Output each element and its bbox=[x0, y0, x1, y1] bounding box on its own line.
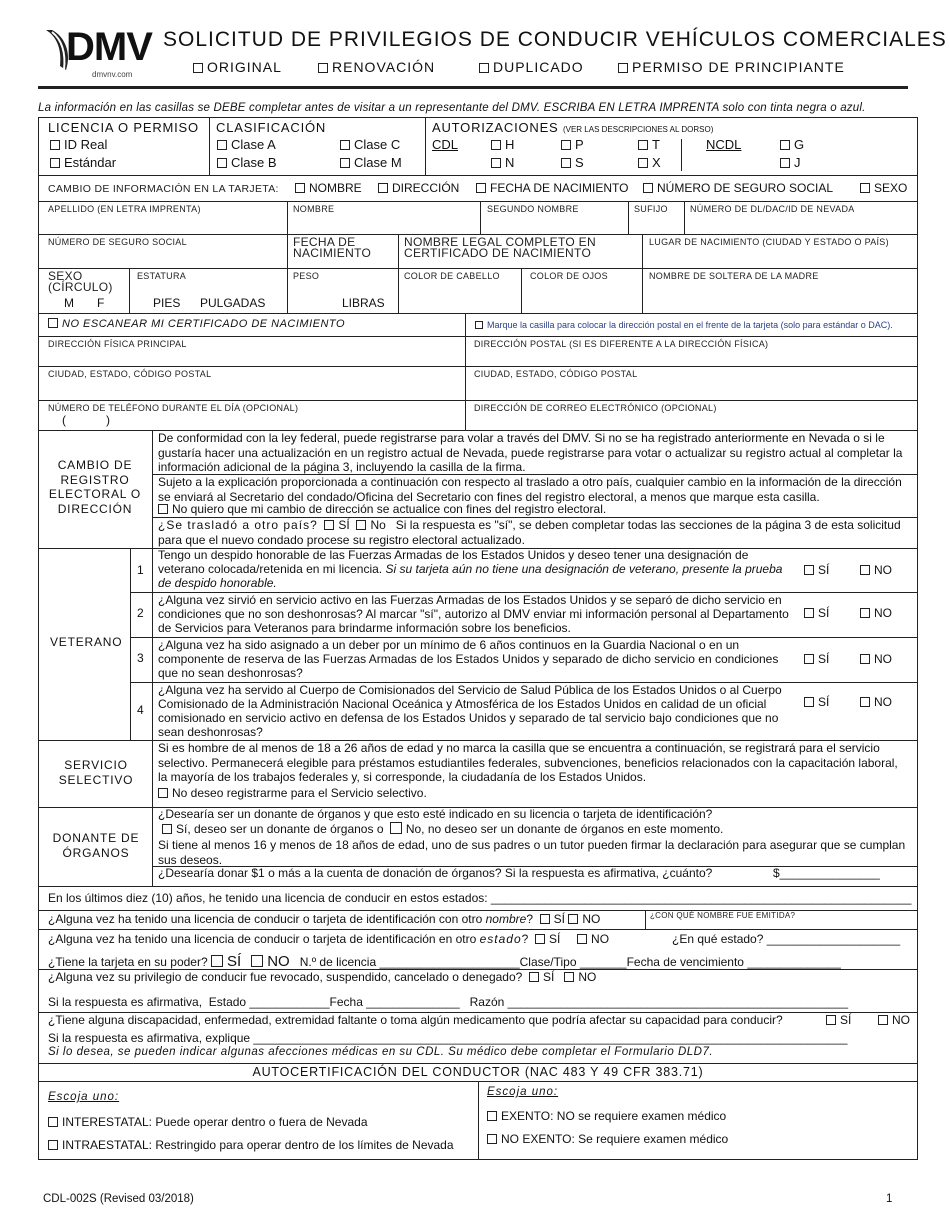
endorse-h[interactable]: H bbox=[491, 138, 514, 153]
form-title: SOLICITUD DE PRIVILEGIOS DE CONDUCIR VEHÍCULOS COMERCIALES bbox=[163, 28, 947, 51]
pulgadas-label[interactable]: PULGADAS bbox=[200, 296, 266, 310]
licencia-label: LICENCIA O PERMISO bbox=[48, 120, 199, 135]
discapacidad-q: ¿Tiene alguna discapacidad, enfermedad, extremidad faltante o toma algún medicamento que podría afectar su capacidad para conducir? bbox=[48, 1013, 783, 1027]
segundo-nombre-field[interactable]: SEGUNDO NOMBRE bbox=[487, 204, 579, 214]
vet-3-text: ¿Alguna vez ha sido asignado a un deber por un mínimo de 6 años continuos en la Guardia Nacional o en un componente de reserva de las Fuerzas Armadas de los Estados Unidos y separado de dicho servicio en condiciones que no sean deshonrosas? bbox=[158, 638, 779, 680]
intraestatal-check[interactable]: INTRAESTATAL: Restringido para operar dentro de los límites de Nevada bbox=[48, 1139, 454, 1153]
vet-1-text: Tengo un despido honorable de las Fuerzas Armadas de los Estados Unidos y deseo tener una designación de veterano colocada/retenida en mi licencia. Si su tarjeta aún no tiene una designación de veterano, presente la prueba de despido honorable. bbox=[158, 548, 783, 590]
organos-dollar-field[interactable]: $_______________ bbox=[773, 866, 880, 880]
ncdl-label: NCDL bbox=[706, 137, 742, 152]
vet-2-si[interactable]: SÍ bbox=[804, 607, 829, 621]
correo-field[interactable]: DIRECCIÓN DE CORREO ELECTRÓNICO (OPCIONAL) bbox=[474, 403, 717, 413]
organos-donate: ¿Desearía donar $1 o más a la cuenta de donación de órganos? Si la respuesta es afirmativa, ¿cuánto? bbox=[158, 866, 713, 880]
pies-label[interactable]: PIES bbox=[153, 296, 181, 310]
logo-subtext: dmvnv.com bbox=[92, 70, 133, 79]
postal-frente-check[interactable]: Marque la casilla para colocar la dirección postal en el frente de la tarjeta (solo para estándar o DAC). bbox=[475, 320, 893, 330]
dmv-logo bbox=[42, 26, 162, 82]
apellido-field[interactable]: APELLIDO (EN LETRA IMPRENTA) bbox=[48, 204, 201, 214]
exento-check[interactable]: EXENTO: NO se requiere examen médico bbox=[487, 1110, 726, 1124]
traslado-si-check[interactable] bbox=[324, 520, 334, 530]
selectivo-text: Si es hombre de al menos de 18 a 26 años de edad y no marca la casilla que se encuentra a continuación, se registrará para el servicio selectivo. Permanecerá elegible para préstamos estudiantiles federales, subvenciones, beneficios relacionados con la capacitación laboral, la mayoría de los trabajos federales y, si corresponde, la ciudadanía de los Estados Unidos. bbox=[158, 741, 898, 784]
revocado-si[interactable] bbox=[529, 972, 539, 982]
cdl-medical-note: Si lo desea, se pueden indicar algunas afecciones médicas en su CDL. Su médico debe completar el Formulario DLD7. bbox=[48, 1046, 714, 1058]
selectivo-label: SERVICIO SELECTIVO bbox=[58, 758, 134, 787]
form-id: CDL-002S (Revised 03/2018) bbox=[43, 1193, 194, 1205]
clase-b[interactable]: Clase B bbox=[217, 156, 277, 171]
nombre-legal-field[interactable]: NOMBRE LEGAL COMPLETO EN CERTIFICADO DE NACIMIENTO bbox=[404, 235, 596, 260]
endorse-j[interactable]: J bbox=[780, 156, 801, 171]
instruction: La información en las casillas se DEBE completar antes de visitar a un representante del DMV. ESCRIBA EN LETRA IMPRENTA solo con tinta negra o azul. bbox=[38, 102, 866, 114]
type-duplicado[interactable]: DUPLICADO bbox=[479, 59, 584, 75]
cambio-info-label: CAMBIO DE INFORMACIÓN EN LA TARJETA: bbox=[48, 183, 279, 195]
ojos-field[interactable]: COLOR DE OJOS bbox=[530, 271, 608, 281]
otro-nombre-si[interactable] bbox=[540, 914, 550, 924]
vet-4-no[interactable]: NO bbox=[860, 696, 892, 710]
endorse-g[interactable]: G bbox=[780, 138, 804, 153]
autorizaciones-label: AUTORIZACIONES (VER LAS DESCRIPCIONES AL DORSO) bbox=[432, 120, 714, 135]
ciudad-postal-field[interactable]: CIUDAD, ESTADO, CÓDIGO POSTAL bbox=[474, 369, 638, 379]
lugar-nac-field[interactable]: LUGAR DE NACIMIENTO (CIUDAD Y ESTADO O PAÍS) bbox=[649, 237, 889, 247]
vet-3-no[interactable]: NO bbox=[860, 653, 892, 667]
otro-nombre-no[interactable] bbox=[568, 914, 578, 924]
otro-estado-si[interactable] bbox=[535, 934, 545, 944]
vet-2-text: ¿Alguna vez sirvió en servicio activo en las Fuerzas Armadas de los Estados Unidos y se separó de dicho servicio en condiciones que no son deshonrosas? Al marcar "sí", autorizo al DMV enviar mi información personal al Departamento de Servicios para Veteranos para brindarme información sobre los beneficios. bbox=[158, 593, 789, 635]
organos-minor: Si tiene al menos 16 y menos de 18 años de edad, uno de sus padres o un tutor pueden firmar la declaración para asegurar que se cumplan sus deseos. bbox=[158, 838, 906, 867]
electoral-p1: De conformidad con la ley federal, puede registrarse para volar a través del DMV. Si no se ha registrado anteriormente en Nevada o si le gustaría hacer una actualización en un registro actual de Nevada, puede registrarse para votar o actualizar su registro actual al completar la información adicional de la página 3, incluyendo la casilla de la firma. bbox=[158, 431, 903, 474]
estatura-field: ESTATURA bbox=[137, 271, 187, 281]
electoral-no-update-check[interactable]: No quiero que mi cambio de dirección se actualice con fines del registro electoral. bbox=[158, 503, 606, 517]
ciudad-fisica-field[interactable]: CIUDAD, ESTADO, CÓDIGO POSTAL bbox=[48, 369, 212, 379]
discapacidad-si[interactable]: SÍ bbox=[826, 1014, 851, 1028]
cdl-label: CDL bbox=[432, 137, 459, 152]
sexo-f[interactable]: F bbox=[97, 296, 105, 310]
clase-c[interactable]: Clase C bbox=[340, 138, 400, 153]
clasificacion-label: CLASIFICACIÓN bbox=[216, 120, 327, 135]
vet-4-num: 4 bbox=[137, 703, 144, 717]
organos-q1: ¿Desearía ser un donante de órganos y que esto esté indicado en su licencia o tarjeta de identificación? bbox=[158, 807, 713, 821]
clase-m[interactable]: Clase M bbox=[340, 156, 402, 171]
sexo-field: SEXO (CÍRCULO) bbox=[48, 269, 113, 294]
vet-4-si[interactable]: SÍ bbox=[804, 696, 829, 710]
en-que-estado-field[interactable]: ¿En qué estado? ____________________ bbox=[672, 932, 901, 946]
licencia-real-id[interactable]: ID Real bbox=[50, 138, 107, 153]
numero-dl-field[interactable]: NÚMERO DE DL/DAC/ID DE NEVADA bbox=[690, 204, 855, 214]
electoral-p2: Sujeto a la explicación proporcionada a continuación con respecto al traslado a otro país, cualquier cambio en la información de la dirección se enviará al Secretario del condado/Oficina del Secretario con fines del registro electoral, a menos que marque esta casilla. bbox=[158, 475, 902, 504]
revocado-no[interactable] bbox=[564, 972, 574, 982]
endorse-n[interactable]: N bbox=[491, 156, 514, 171]
type-renovacion[interactable]: RENOVACIÓN bbox=[318, 59, 435, 75]
endorse-s[interactable]: S bbox=[561, 156, 584, 171]
telefono-field[interactable]: NÚMERO DE TELÉFONO DURANTE EL DÍA (OPCIONAL) bbox=[48, 403, 299, 413]
vet-4-text: ¿Alguna vez ha servido al Cuerpo de Comisionados del Servicio de Salud Pública de los Estados Unidos o al Cuerpo Comisionado de la Administración Nacional Oceánica y Atmosférica de los Estados Unidos en calidad de un oficial comisionado en servicio activo en defensa de los Estados Unidos y separado de tal servicio bajo condiciones que no sean deshonrosas? bbox=[158, 683, 782, 739]
header-rule bbox=[38, 86, 908, 89]
organos-no-check[interactable] bbox=[390, 822, 402, 834]
nombre-field[interactable]: NOMBRE bbox=[293, 204, 335, 214]
logo-text: DMV bbox=[66, 25, 152, 69]
type-original[interactable]: ORIGINAL bbox=[193, 59, 282, 75]
sufijo-field[interactable]: SUFIJO bbox=[634, 204, 668, 214]
traslado-no-check[interactable] bbox=[356, 520, 366, 530]
revocado-q: ¿Alguna vez su privilegio de conducir fue revocado, suspendido, cancelado o denegado? SÍ NO bbox=[48, 970, 597, 984]
poder-q: ¿Tiene la tarjeta en su poder? SÍ NO N.º de licencia _____________________Clase/Tipo _______Fecha de vencimiento ______________ bbox=[48, 953, 841, 970]
organos-label: DONANTE DE ÓRGANOS bbox=[52, 831, 140, 860]
vet-3-num: 3 bbox=[137, 651, 144, 665]
page-number: 1 bbox=[886, 1193, 893, 1205]
endorse-t[interactable]: T bbox=[638, 138, 660, 153]
organos-options: Sí, deseo ser un donante de órganos o No, no deseo ser un donante de órganos en este momento. bbox=[162, 822, 723, 837]
electoral-label: CAMBIO DE REGISTRO ELECTORAL O DIRECCIÓN bbox=[48, 458, 142, 516]
poder-si[interactable] bbox=[211, 955, 223, 967]
vet-3-si[interactable]: SÍ bbox=[804, 653, 829, 667]
libras-label[interactable]: LIBRAS bbox=[342, 296, 385, 310]
que-nombre-field[interactable]: ¿CON QUÉ NOMBRE FUE EMITIDA? bbox=[650, 911, 796, 920]
poder-no[interactable] bbox=[251, 955, 263, 967]
cambio-nombre[interactable]: NOMBRE bbox=[295, 182, 362, 196]
cambio-ssn[interactable]: NÚMERO DE SEGURO SOCIAL bbox=[643, 182, 833, 196]
licencia-estandar[interactable]: Estándar bbox=[50, 156, 116, 171]
autocert-escoja-left: Escoja uno: bbox=[48, 1091, 120, 1103]
interestatal-check[interactable]: INTERESTATAL: Puede operar dentro o fuera de Nevada bbox=[48, 1116, 368, 1130]
no-exento-check[interactable]: NO EXENTO: Se requiere examen médico bbox=[487, 1133, 728, 1147]
otro-nombre-q: ¿Alguna vez ha tenido una licencia de conducir o tarjeta de identificación con otro nombre? SÍ NO bbox=[48, 912, 601, 926]
electoral-p3: ¿Se trasladó a otro país? SÍ No Si la respuesta es "sí", se deben completar todas las secciones de la página 3 de esta solicitud para que el nuevo condado procese su registro electoral actualizado. bbox=[158, 518, 901, 547]
cabello-field[interactable]: COLOR DE CABELLO bbox=[404, 271, 500, 281]
soltera-field[interactable]: NOMBRE DE SOLTERA DE LA MADRE bbox=[649, 271, 819, 281]
otro-estado-q: ¿Alguna vez ha tenido una licencia de conducir o tarjeta de identificación en otro estado? SÍ NO bbox=[48, 932, 610, 946]
revocado-details-line[interactable]: Si la respuesta es afirmativa, Estado ____________Fecha ______________ Razón ___________________________________________________ bbox=[48, 995, 849, 1009]
vet-2-no[interactable]: NO bbox=[860, 607, 892, 621]
fecha-nac-field[interactable]: FECHA DE NACIMIENTO bbox=[293, 235, 372, 260]
dir-postal-field[interactable]: DIRECCIÓN POSTAL (SI ES DIFERENTE A LA DIRECCIÓN FÍSICA) bbox=[474, 339, 769, 349]
peso-field: PESO bbox=[293, 271, 320, 281]
selectivo-no-check[interactable]: No deseo registrarme para el Servicio selectivo. bbox=[158, 787, 427, 801]
autocert-title: AUTOCERTIFICACIÓN DEL CONDUCTOR (NAC 483 Y 49 CFR 383.71) bbox=[252, 1065, 704, 1079]
clase-a[interactable]: Clase A bbox=[217, 138, 276, 153]
vet-1-si[interactable]: SÍ bbox=[804, 564, 829, 578]
otro-estado-no[interactable] bbox=[577, 934, 587, 944]
sexo-m[interactable]: M bbox=[64, 296, 74, 310]
dir-fisica-field[interactable]: DIRECCIÓN FÍSICA PRINCIPAL bbox=[48, 339, 187, 349]
autocert-escoja-right: Escoja uno: bbox=[487, 1086, 559, 1098]
vet-2-num: 2 bbox=[137, 606, 144, 620]
endorse-p[interactable]: P bbox=[561, 138, 584, 153]
endorse-x[interactable]: X bbox=[638, 156, 661, 171]
cambio-direccion[interactable]: DIRECCIÓN bbox=[378, 182, 459, 196]
type-permiso[interactable]: PERMISO DE PRINCIPIANTE bbox=[618, 59, 845, 75]
veterano-label: VETERANO bbox=[50, 635, 123, 649]
vet-1-no[interactable]: NO bbox=[860, 564, 892, 578]
discapacidad-no[interactable]: NO bbox=[878, 1014, 910, 1028]
telefono-parens: ( ) bbox=[62, 413, 110, 427]
diez-anos-line[interactable]: En los últimos diez (10) años, he tenido una licencia de conducir en estos estados: _______________________________________________________________ bbox=[48, 891, 912, 905]
vet-1-num: 1 bbox=[137, 563, 144, 577]
ssn-field[interactable]: NÚMERO DE SEGURO SOCIAL bbox=[48, 237, 187, 247]
cambio-sexo[interactable]: SEXO bbox=[860, 182, 907, 196]
organos-si-check[interactable] bbox=[162, 824, 172, 834]
no-escanear-check[interactable]: NO ESCANEAR MI CERTIFICADO DE NACIMIENTO bbox=[48, 318, 345, 331]
explique-line[interactable]: Si la respuesta es afirmativa, explique _________________________________________________________________________________________ bbox=[48, 1031, 848, 1045]
cambio-fecha[interactable]: FECHA DE NACIMIENTO bbox=[476, 182, 628, 196]
